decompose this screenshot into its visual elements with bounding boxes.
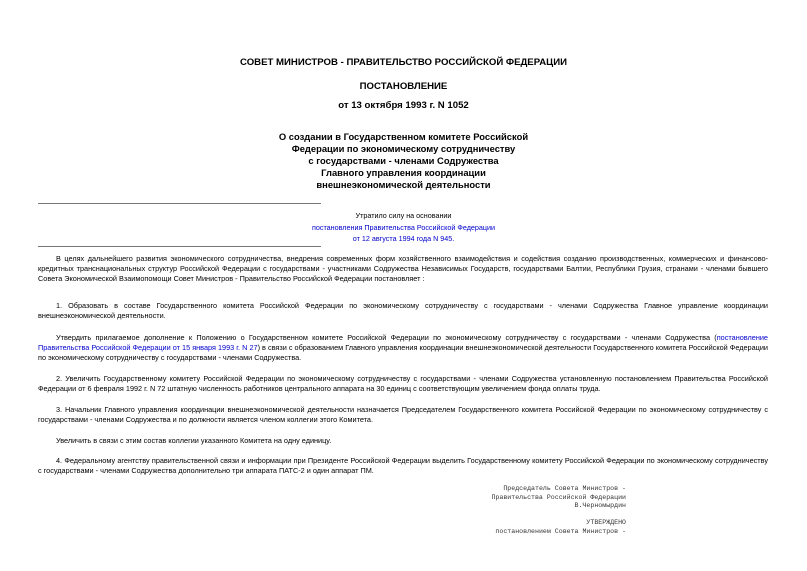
- paragraph-4: 4. Федеральному агентству правительственной связи и информации при Президенте Российской Федерации выделить Государственному комитету Российской Федерации по экономическому сотрудничеству с государствами - членами Содружества дополнительно три аппарата ПАТС-2 и один аппарат ПМ.: [38, 456, 768, 476]
- paragraph-1: 1. Образовать в составе Государственного комитета Российской Федерации по экономическому сотрудничеству с государствами - членами Содружества Главное управление координации внешнеэкономической деятельности.: [38, 301, 768, 321]
- signature-line: Председатель Совета Министров -: [503, 485, 626, 492]
- signature-block: [420, 485, 626, 511]
- title-line: с государствами - членами Содружества: [308, 155, 499, 166]
- title-line: внешнеэкономической деятельности: [316, 179, 491, 190]
- divider-bottom: [38, 246, 321, 247]
- status-note: [0, 210, 807, 245]
- document-date-number: от 13 октября 1993 г. N 1052: [338, 100, 469, 111]
- divider-top: [38, 203, 321, 204]
- repeal-link-date[interactable]: от 12 августа 1994 года N 945.: [352, 234, 455, 243]
- paragraph-2: 2. Увеличить Государственному комитету Российской Федерации по экономическому сотрудничеству с государствами - членами Содружества установленную постановлением Правительства Российской Федерации от 6 февраля 1992 г. N 72 штатную численность работников центрального аппарата на 30 единиц с соответствующим увеличением фонда оплаты труда.: [38, 374, 768, 394]
- paragraph-board: Увеличить в связи с этим состав коллегии указанного Комитета на одну единицу.: [56, 436, 332, 445]
- approved-block: [420, 519, 626, 536]
- document-type: ПОСТАНОВЛЕНИЕ: [359, 81, 448, 92]
- status-text: Утратило силу на основании: [355, 211, 452, 220]
- paragraph-preamble: В целях дальнейшего развития экономического сотрудничества, внедрения современных форм хозяйственного взаимодействия и содействия созданию производственных, коммерческих и финансово-кредитных транснациональных структур Российской Федерации с государствами - участниками Содружества Независимых Государств, государствами Балтии, Республики Грузия, странами - членами бывшего Совета Экономической Взаимопомощи Совет Министров - Правительство Российской Федерации постановляет :: [38, 254, 768, 284]
- document-title: [0, 131, 807, 191]
- title-line: Главного управления координации: [321, 167, 486, 178]
- council-heading: СОВЕТ МИНИСТРОВ - ПРАВИТЕЛЬСТВО РОССИЙСКОЙ ФЕДЕРАЦИИ: [240, 57, 567, 68]
- signature-line: Правительства Российской Федерации: [491, 493, 626, 501]
- approved-line: постановлением Совета Министров -: [495, 527, 626, 535]
- title-line: О создании в Государственном комитете Российской: [278, 131, 529, 142]
- signature-name: В.Черномырдин: [574, 502, 626, 510]
- resolution-27-link[interactable]: постановление Правительства Российской Федерации от 15 января 1993 г. N 27: [38, 333, 768, 353]
- paragraph-3: 3. Начальник Главного управления координации внешнеэкономической деятельности назначается Председателем Государственного комитета Российской Федерации по экономическому сотрудничеству с государствами - членами Содружества и по должности является членом коллегии этого Комитета.: [38, 405, 768, 425]
- approved-label: УТВЕРЖДЕНО: [586, 519, 626, 526]
- title-line: Федерации по экономическому сотрудничеству: [291, 143, 516, 154]
- paragraph-approve: Утвердить прилагаемое дополнение к Положению о Государственном комитете Российской Федерации по экономическому сотрудничеству с государствами - членами Содружества (постановление Правительства Российской Федерации от 15 января 1993 г. N 27) в связи с образованием Главного управления координации внешнеэкономической деятельности Государственного комитета Российской Федерации по экономическому сотрудничеству с государствами - членами Содружества.: [38, 333, 768, 363]
- repeal-link[interactable]: постановления Правительства Российской Федерации: [311, 222, 496, 232]
